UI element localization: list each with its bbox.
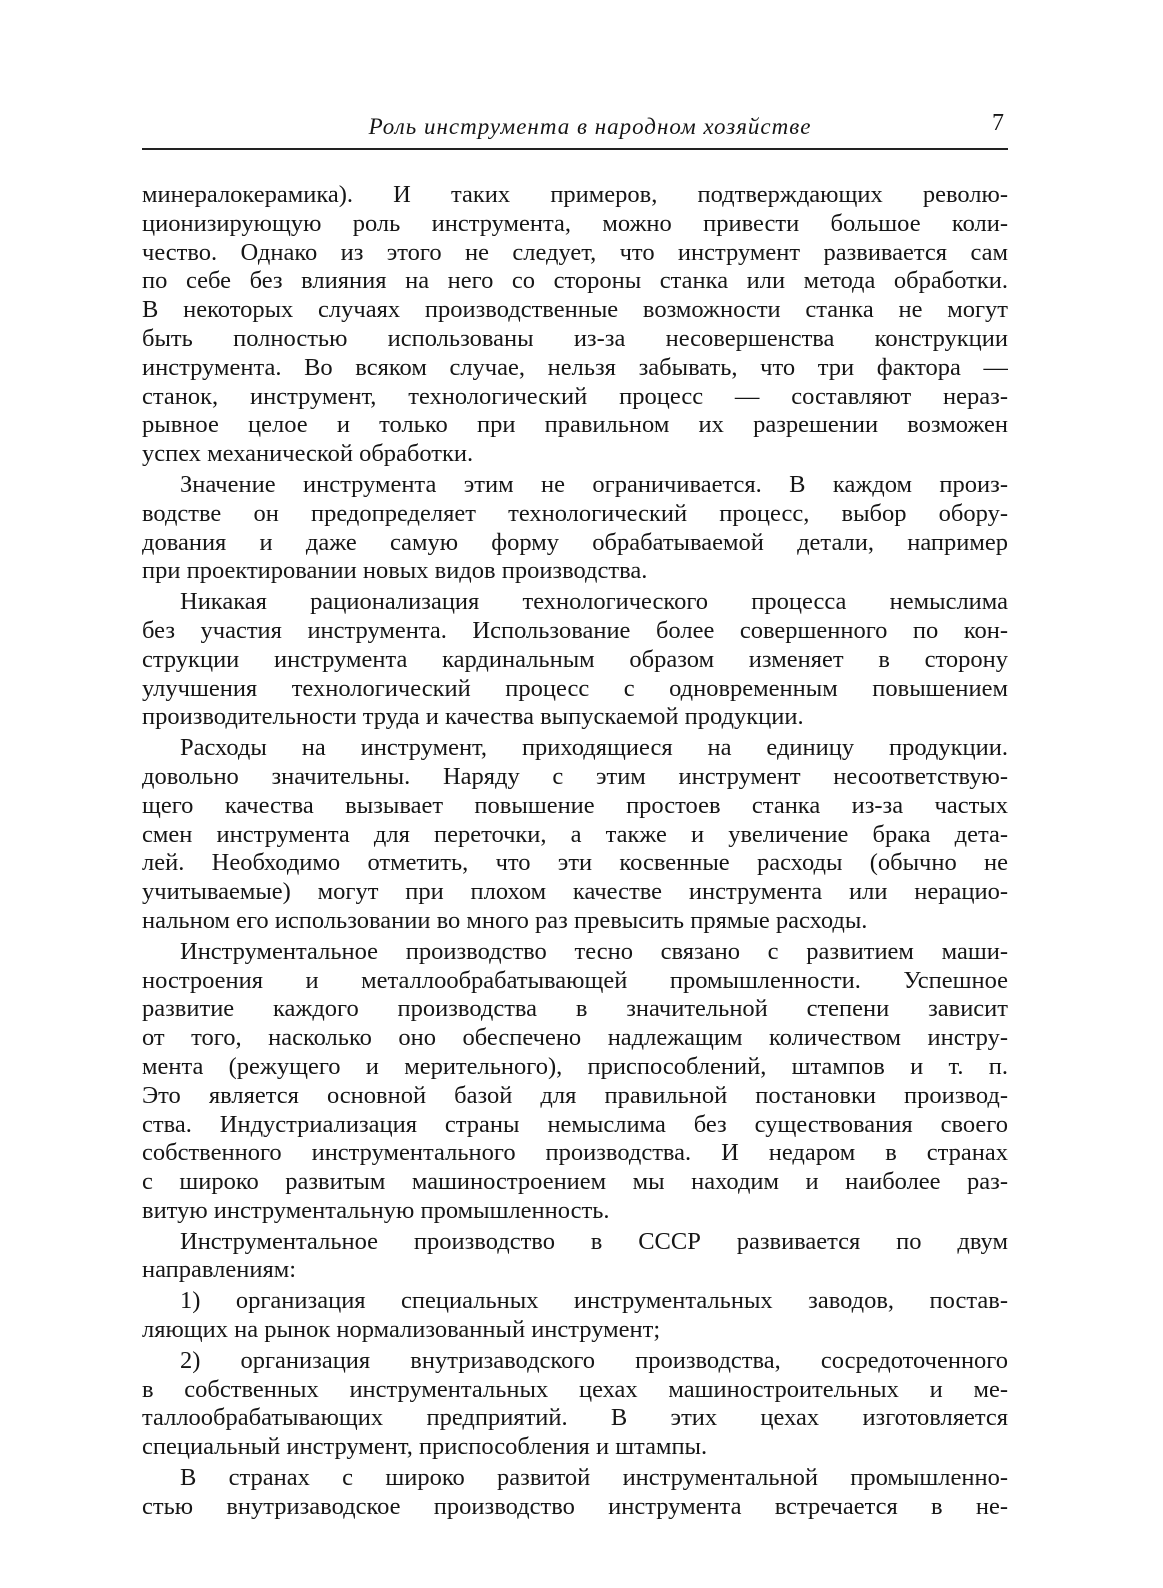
text-line: развитие каждого производства в значительной степени зависит [142, 995, 1008, 1023]
text-line: Инструментальное производство тесно связано с развитием маши- [180, 937, 1008, 965]
paragraph [142, 938, 1008, 1226]
text-line: щего качества вызывает повышение простоев станка из-за частых [142, 791, 1008, 819]
text-line: учитываемые) могут при плохом качестве инструмента или нерацио- [142, 878, 1008, 906]
text-line: при проектировании новых видов производства. [142, 557, 648, 585]
text-line: станок, инструмент, технологический процесс — составляют нераз- [142, 382, 1008, 410]
text-line: водстве он предопределяет технологический процесс, выбор обору- [142, 499, 1008, 527]
text-line: 2) организация внутризаводского производства, сосредоточенного [180, 1346, 1008, 1374]
text-line: стью внутризаводское производство инструмента встречается в не- [142, 1492, 1008, 1520]
text-line: чество. Однако из этого не следует, что инструмент развивается сам [142, 238, 1008, 266]
text-line: Инструментальное производство в СССР развивается по двум [180, 1227, 1008, 1255]
paragraph [142, 588, 1008, 732]
text-line: Расходы на инструмент, приходящиеся на единицу продукции. [180, 734, 1008, 762]
text-line: по себе без влияния на него со стороны станка или метода обработки. [142, 267, 1008, 295]
page-number: 7 [992, 110, 1004, 136]
paragraph [142, 1347, 1008, 1462]
paragraph [142, 181, 1008, 469]
text-line: рывное целое и только при правильном их разрешении возможен [142, 411, 1008, 439]
text-line: с широко развитым машиностроением мы находим и наиболее раз- [142, 1168, 1008, 1196]
text-line: довольно значительны. Наряду с этим инструмент несоответствую- [142, 762, 1008, 790]
text-line: ляющих на рынок нормализованный инструмент; [142, 1316, 661, 1344]
running-title: Роль инструмента в народном хозяйстве [368, 114, 812, 139]
text-line: смен инструмента для переточки, а также и увеличение брака дета- [142, 820, 1008, 848]
text-line: направлениям: [142, 1256, 297, 1284]
paragraph [142, 1228, 1008, 1286]
text-line: Это является основной базой для правильной постановки производ- [142, 1081, 1008, 1109]
text-line: В некоторых случаях производственные возможности станка не могут [142, 296, 1008, 324]
text-line: минералокерамика). И таких примеров, подтверждающих револю- [142, 181, 1008, 208]
text-line: собственного инструментального производства. И недаром в странах [142, 1139, 1008, 1167]
text-line: 1) организация специальных инструментальных заводов, постав- [180, 1287, 1008, 1315]
text-line: таллообрабатывающих предприятий. В этих цехах изготовляется [142, 1404, 1008, 1432]
text-line: производительности труда и качества выпускаемой продукции. [142, 703, 804, 731]
text-line: успех механической обработки. [142, 440, 474, 468]
text-line: Значение инструмента этим не ограничивается. В каждом произ- [180, 470, 1008, 498]
text-line: нальном его использовании во много раз превысить прямые расходы. [142, 906, 868, 934]
text-line: инструмента. Во всяком случае, нельзя забывать, что три фактора — [142, 353, 1008, 381]
text-line: без участия инструмента. Использование более совершенного по кон- [142, 616, 1008, 644]
text-line: улучшения технологический процесс с одновременным повышением [142, 674, 1008, 702]
text-line: струкции инструмента кардинальным образом изменяет в сторону [142, 645, 1008, 673]
page-header [142, 112, 1008, 150]
paragraph [142, 1287, 1008, 1345]
text-line: в собственных инструментальных цехах машиностроительных и ме- [142, 1375, 1008, 1403]
paragraph [142, 734, 1008, 936]
text-line: ционизирующую роль инструмента, можно привести большое коли- [142, 209, 1008, 237]
paragraph [142, 1464, 1008, 1522]
text-line: лей. Необходимо отметить, что эти косвенные расходы (обычно не [142, 849, 1008, 877]
text-line: В странах с широко развитой инструментальной промышленно- [180, 1464, 1008, 1492]
text-line: ства. Индустриализация страны немыслима без существования своего [142, 1110, 1008, 1138]
text-line: ностроения и металлообрабатывающей промышленности. Успешное [142, 966, 1008, 994]
text-line: специальный инструмент, приспособления и штампы. [142, 1433, 708, 1461]
text-line: мента (режущего и мерительного), приспособлений, штампов и т. п. [142, 1052, 1008, 1080]
text-line: от того, насколько оно обеспечено надлежащим количеством инстру- [142, 1024, 1008, 1052]
body-text [142, 181, 1008, 1522]
text-line: витую инструментальную промышленность. [142, 1196, 610, 1224]
paragraph [142, 471, 1008, 586]
text-line: быть полностью использованы из-за несовершенства конструкции [142, 324, 1008, 352]
text-line: Никакая рационализация технологического процесса немыслима [180, 588, 1008, 616]
text-line: дования и даже самую форму обрабатываемой детали, например [142, 528, 1008, 556]
